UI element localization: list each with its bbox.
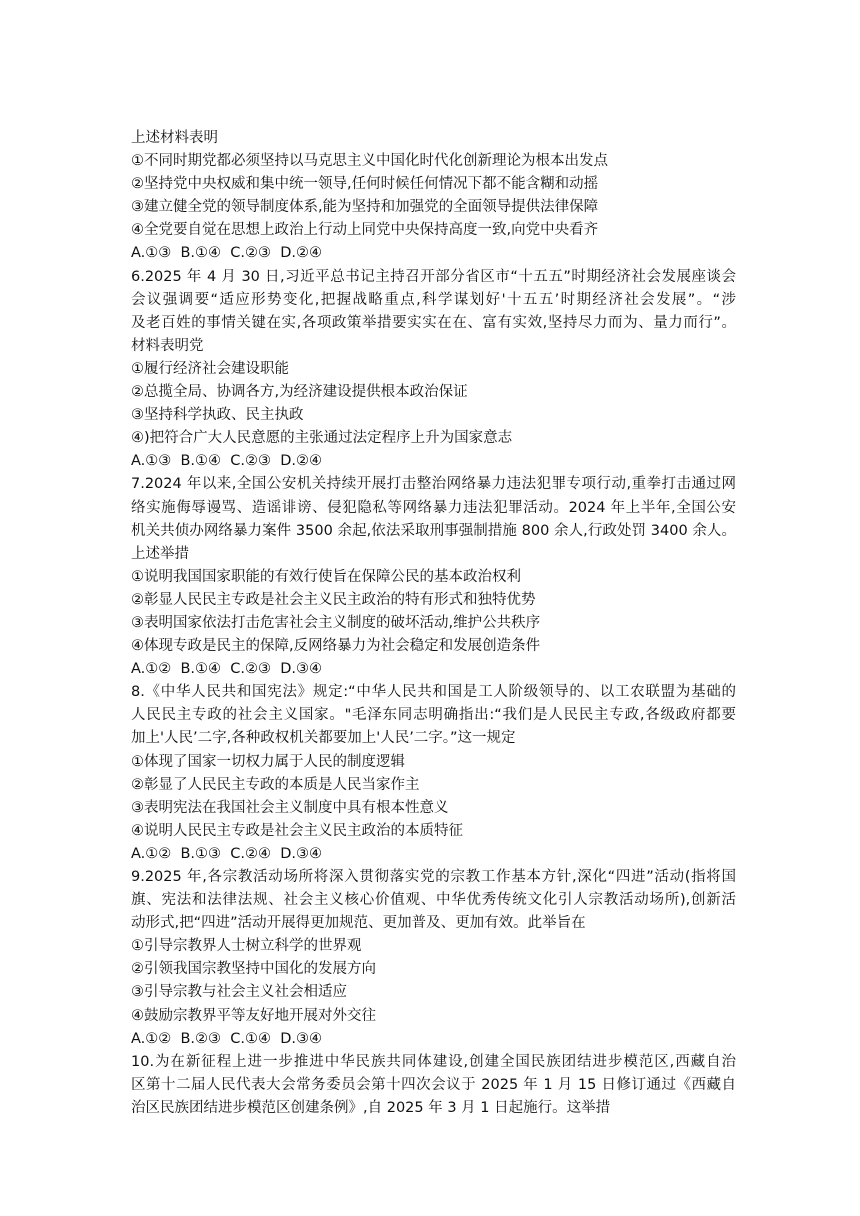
question-text-line: 10.为在新征程上进一步推进中华民族共同体建设,创建全国民族团结进步模范区,西藏自治 <box>131 1053 736 1070</box>
option-line: ③表明宪法在我国社会主义制度中具有根本性意义 <box>131 799 449 816</box>
option-line: ②彰显了人民民主专政的本质是人民当家作主 <box>131 776 420 793</box>
question-text-line: 机关共侦办网络暴力案件 3500 余起,依法采取刑事强制措施 800 余人,行政处罚 3400 余人。 <box>131 522 736 539</box>
question-text-line: 治区民族团结进步模范区创建条例》,自 2025 年 3 月 1 日起施行。这举措 <box>131 1099 611 1116</box>
option-line: ①履行经济社会建设职能 <box>131 360 289 377</box>
option-line: ④)把符合广大人民意愿的主张通过法定程序上升为国家意志 <box>131 430 513 447</box>
option-line: ①说明我国国家职能的有效行使旨在保障公民的基本政治权利 <box>131 568 521 585</box>
question-text-line: 络实施侮辱谩骂、造谣诽谤、侵犯隐私等网络暴力违法犯罪活动。2024 年上半年,全国公安 <box>131 499 736 516</box>
option-line: ④体现专政是民主的保障,反网络暴力为社会稳定和发展创造条件 <box>131 638 541 655</box>
option-line: ③表明国家依法打击危害社会主义制度的破坏活动,维护公共秩序 <box>131 614 541 631</box>
option-line: ④鼓励宗教界平等友好地开展对外交往 <box>131 1007 376 1024</box>
option-line: ①体现了国家一切权力属于人民的制度逻辑 <box>131 753 405 770</box>
answer-choices: A.①② B.②③ C.①④ D.③④ <box>131 1030 322 1047</box>
option-line: ③坚持科学执政、民主执政 <box>131 407 304 424</box>
option-line: ②彰显人民民主专政是社会主义民主政治的特有形式和独特优势 <box>131 591 536 608</box>
question-text-line: 及老百姓的事情关键在实,各项政策举措要实实在在、富有实效,坚持尽力而为、量力而行”。 <box>131 314 736 331</box>
question-text-line: 人民民主专政的社会主义国家。"毛泽东同志明确指出:“我们是人民民主专政,各级政府都要 <box>131 707 736 724</box>
question-text-line: 材料表明党 <box>131 337 204 354</box>
option-line: ②总揽全局、协调各方,为经济建设提供根本政治保证 <box>131 384 468 401</box>
option-line: ②引领我国宗教坚持中国化的发展方向 <box>131 961 376 978</box>
question-text-line: 上述举措 <box>131 545 189 562</box>
question-6 <box>131 266 736 474</box>
answer-choices: A.①② B.①④ C.②③ D.③④ <box>131 661 322 678</box>
question-7 <box>131 473 736 681</box>
option-line: ①引导宗教界人士树立科学的世界观 <box>131 938 362 955</box>
option-line: ③建立健全党的领导制度体系,能为坚持和加强党的全面领导提供法律保障 <box>131 199 599 216</box>
question-text-line: 8.《中华人民共和国宪法》规定:“中华人民共和国是工人阶级领导的、以工农联盟为基础的 <box>131 684 736 701</box>
question-text-line: 会议强调要“适应形势变化,把握战略重点,科学谋划好'十五五’时期经济社会发展”。“涉 <box>131 291 736 308</box>
document-page <box>131 127 736 1120</box>
question-text-line: 区第十二届人民代表大会常务委员会第十四次会议于 2025 年 1 月 15 日修订通过《西藏自 <box>131 1076 736 1093</box>
answer-choices: A.①② B.①③ C.②④ D.③④ <box>131 845 322 862</box>
option-line: ②坚持党中央权威和集中统一领导,任何时候任何情况下都不能含糊和动摇 <box>131 176 599 193</box>
answer-choices: A.①③ B.①④ C.②③ D.②④ <box>131 245 322 262</box>
question-text-line: 加上'人民’二字,各种政权机关都要加上'人民’二字。”这一规定 <box>131 730 516 747</box>
option-line: ④说明人民民主专政是社会主义民主政治的本质特征 <box>131 822 463 839</box>
question-text-line: 旗、宪法和法律法规、社会主义核心价值观、中华优秀传统文化引人宗教活动场所),创新活 <box>131 892 736 909</box>
question-text-line: 9.2025 年,各宗教活动场所将深入贯彻落实党的宗教工作基本方针,深化“四进”活动(指将国 <box>131 869 736 885</box>
question-10 <box>131 1051 736 1120</box>
question-8 <box>131 681 736 866</box>
question-text-line: 7.2024 年以来,全国公安机关持续开展打击整治网络暴力违法犯罪专项行动,重拳打击通过网 <box>131 476 736 493</box>
question-9 <box>131 866 736 1051</box>
option-line: ①不同时期党都必须坚持以马克思主义中国化时代化创新理论为根本出发点 <box>131 153 608 170</box>
answer-choices: A.①③ B.①④ C.②③ D.②④ <box>131 453 322 470</box>
question-text-line: 6.2025 年 4 月 30 日,习近平总书记主持召开部分省区市“十五五”时期经济社会发展座谈会 <box>131 268 736 285</box>
question-5-tail <box>131 127 736 266</box>
question-stem: 上述材料表明 <box>131 130 218 146</box>
option-line: ③引导宗教与社会主义社会相适应 <box>131 984 347 1001</box>
question-text-line: 动形式,把“四进”活动开展得更加规范、更加普及、更加有效。此举旨在 <box>131 915 586 932</box>
option-line: ④全党要自觉在思想上政治上行动上同党中央保持高度一致,向党中央看齐 <box>131 222 599 239</box>
